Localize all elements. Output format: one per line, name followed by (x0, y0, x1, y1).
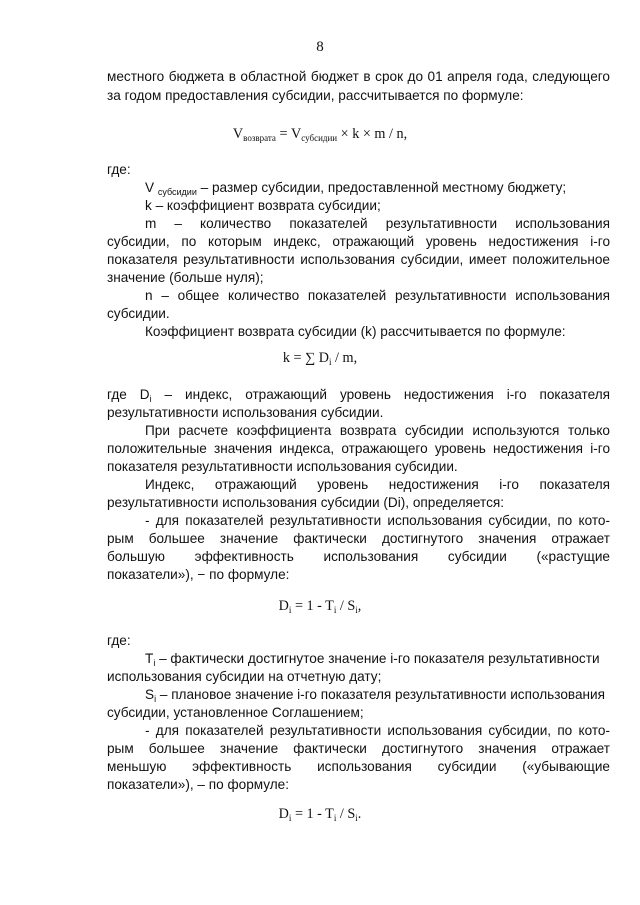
text-line: рым большее значение фактически достигнутого значения отражает (107, 531, 610, 546)
text-line: местного бюджета в областной бюджет в срок до 01 апреля года, следующего (107, 69, 610, 84)
text-line: показателя результативности использования субсидии, имеет положительное (107, 252, 610, 267)
text-line: показатели»), − по формуле: (107, 567, 290, 582)
definition-line: $T_i$ – фактически достигнутое значение i-го показателя результативности (145, 651, 600, 668)
page-number: 8 (316, 39, 324, 55)
text-line: где: (107, 633, 131, 648)
text-line: меньшую эффективность использования субсидии («убывающие (107, 759, 610, 774)
text-line: большую эффективность использования субсидии («растущие (107, 549, 610, 564)
text-line: значение (больше нуля); (107, 270, 264, 285)
formula-coefficient: k = ∑ $D_i$ / m, (282, 350, 358, 367)
text-line: показателя результативности использования субсидии. (107, 459, 458, 474)
text-line: результативности использования субсидии (Di), определяется: (107, 495, 505, 510)
text-line: результативности использования субсидии. (107, 405, 384, 420)
text-line: использования субсидии на отчетную дату; (107, 669, 382, 684)
definition-line: V $_{субсидии}$ – размер субсидии, предоставленной местному бюджету; (145, 180, 567, 197)
text-line: за годом предоставления субсидии, рассчитывается по формуле: (107, 88, 524, 103)
definition-line: где $D_i$ – индекс, отражающий уровень недостижения i-го показателя (107, 387, 610, 404)
formula-refund: $V_{возврата} = V_{субсидии} \times k \times m / n$, (232, 126, 408, 143)
text-line: m – количество показателей результативности использования (145, 216, 610, 231)
definition-line: $S_i$ – плановое значение i-го показателя результативности использования (145, 687, 605, 704)
text-line: При расчете коэффициента возврата субсидии используются только (145, 423, 610, 438)
text-line: субсидии, по которым индекс, отражающий уровень недостижения i-го (107, 234, 610, 249)
text-line: Коэффициент возврата субсидии (k) рассчитывается по формуле: (145, 324, 566, 339)
text-line: - для показателей результативности использования субсидии, по кото- (145, 513, 610, 528)
text-line: n – общее количество показателей результативности использования (145, 288, 610, 303)
text-line: положительные значения индекса, отражающего уровень недостижения i-го (107, 441, 610, 456)
text-line: где: (107, 162, 131, 177)
text-line: показатели»), – по формуле: (107, 777, 290, 792)
text-line: Индекс, отражающий уровень недостижения i-го показателя (145, 477, 610, 492)
text-line: k – коэффициент возврата субсидии; (145, 198, 381, 213)
formula-growing-indicators: $D_i = 1 - T_i / S_i$, (278, 598, 362, 615)
formula-declining-indicators: $D_i = 1 - T_i / S_i$. (278, 806, 362, 823)
text-line: - для показателей результативности использования субсидии, по кото- (145, 723, 610, 738)
text-line: субсидии, установленное Соглашением; (107, 705, 364, 720)
text-line: рым большее значение фактически достигнутого значения отражает (107, 741, 610, 756)
text-line: субсидии. (107, 306, 170, 321)
